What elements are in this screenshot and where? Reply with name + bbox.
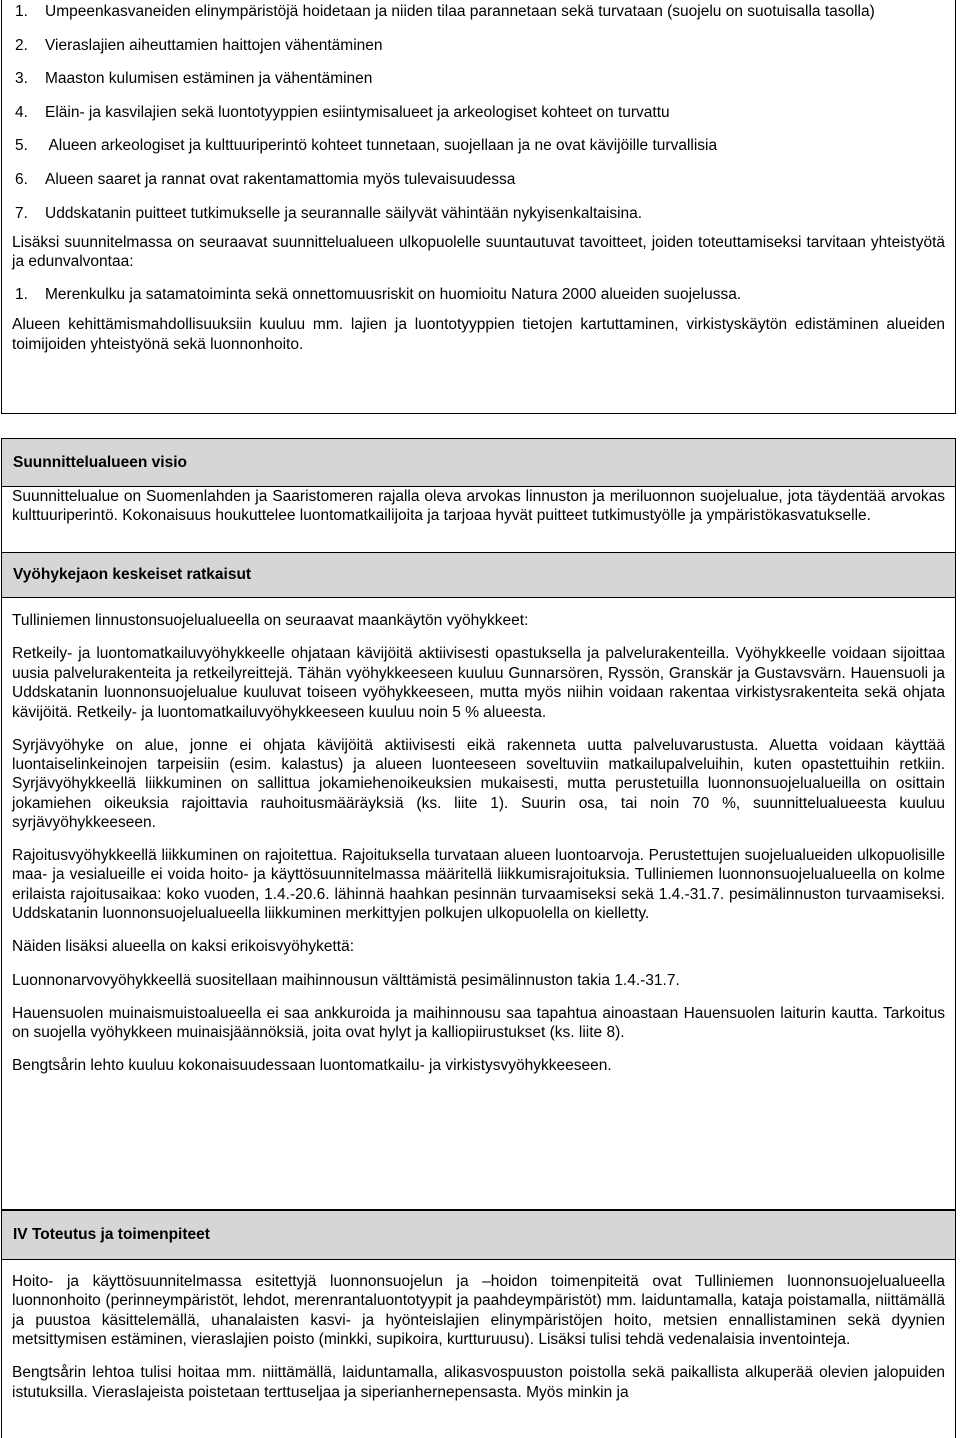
list-item: 1. Umpeenkasvaneiden elinympäristöjä hoidetaan ja niiden tilaa parannetaan sekä turvataan (suojelu on suotuisalla tasolla) — [15, 3, 875, 20]
paragraph: Luonnonarvovyöhykkeellä suositellaan maihinnousun välttämistä pesimälinnuston takia 1.4.-31.7. — [12, 971, 680, 989]
vyohykejako-box — [1, 597, 956, 1210]
paragraph: Retkeily- ja luontomatkailuvyöhykkeelle ohjataan kävijöitä aktiivisesti opastuksella ja palvelurakenteilla. Vyöhykkeelle voidaan sijoittaa uusia palvelurakenteita ja retkeilyreittejä. Tähän vyöhykkeeseen kuuluu Gunnarsören, Ryssön, Granskär ja Gustavsvärn. Hauensuoli ja Uddskatanin luonnonsuojelualue kuuluvat toiseen vyöhykkeeseen, mutta myös niihin voidaan rakentaa virkistysrakenteita sekä ohjata kävijöitä. Retkeily- ja luontomatkailuvyöhykkeeseen kuuluu noin 5 % alueesta. — [12, 645, 945, 721]
list-item: 3. Maaston kulumisen estäminen ja vähentäminen — [15, 70, 373, 88]
toteutus-box — [1, 1259, 956, 1438]
section-heading-toteutus: IV Toteutus ja toimenpiteet — [1, 1210, 956, 1260]
goals-box — [1, 0, 956, 414]
paragraph: Näiden lisäksi alueella on kaksi erikoisvyöhykettä: — [12, 938, 355, 956]
paragraph: Hauensuolen muinaismuistoalueella ei saa ankkuroida ja maihinnousu saa tapahtua ainoastaan Hauensuolen laiturin kautta. Tarkoitus on suojella vyöhykkeen muinaisjäännöksiä, joita ovat hylyt ja kalliopiirustukset (ks. liite 8). — [12, 1005, 945, 1042]
paragraph: Hoito- ja käyttösuunnitelmassa esitettyjä luonnonsuojelun ja –hoidon toimenpiteitä ovat Tulliniemen luonnonsuojelualueella luonnonhoito (perinneympäristöt, lehdot, merenrantaluontotyypit ja paahdeympäristöt) mm. laiduntamalla, kataja poistamalla, niittämällä ja puustoa käsittelemällä, uhanalaisten kasvi- ja hyönteislajien elinympäristöjen hoito, metsien ennallistaminen sekä dyynien metsittymisen estäminen, vieraslajien poisto (minkki, supikoira, kurtturuusu). Lisäksi tulisi tehdä vedenalaisia inventointeja. — [12, 1273, 945, 1349]
list-item: 2. Vieraslajien aiheuttamien haittojen vähentäminen — [15, 36, 383, 54]
extra-goals-list — [12, 285, 945, 304]
paragraph: Bengtsårin lehtoa tulisi hoitaa mm. niittämällä, laiduntamalla, alikasvospuuston poistolla sekä paikallista alkuperää olevien jalopuiden istutuksilla. Vieraslajeista poistetaan terttuseljaa ja siperianhernepensasta. Myös minkin ja — [12, 1364, 945, 1401]
paragraph: Tulliniemen linnustonsuojelualueella on seuraavat maankäytön vyöhykkeet: — [12, 612, 529, 629]
goals-list — [12, 2, 945, 223]
paragraph: Alueen kehittämismahdollisuuksiin kuuluu mm. lajien ja luontotyyppien tietojen kartuttaminen, virkistyskäytön edistäminen alueiden toimijoiden yhteistyönä sekä luonnonhoito. — [12, 316, 945, 353]
list-item: 7. Uddskatanin puitteet tutkimukselle ja seurannalle säilyvät vähintään nykyisenkaltaisina. — [15, 204, 643, 222]
section-heading-vyohykejako: Vyöhykejaon keskeiset ratkaisut — [1, 552, 956, 598]
paragraph: Syrjävyöhyke on alue, jonne ei ohjata kävijöitä aktiivisesti eikä rakenneta uutta palveluvarustusta. Aluetta voidaan käyttää luontaiselinkeinojen tarpeisiin (esim. kalastus) ja alueen luonteeseen soveltuviin matkailupalveluihin, kuten opastettuihin retkiin. Syrjävyöhykkeellä liikkuminen on sallittua jokamiehenoikeuksien mukaisesti, mutta perustetuilla luonnonsuojelualueilla on osittain jokamiehen oikeuksia rajoittavia rauhoitusmääräyksiä (ks. liite 1). Suurin osa, tai noin 70 %, suunnittelualueesta kuuluu syrjävyöhykkeeseen. — [12, 736, 945, 832]
paragraph: Suunnittelualue on Suomenlahden ja Saaristomeren rajalla oleva arvokas linnuston ja meriluonnon suojelualue, jota täydentää arvokas kulttuuriperintö. Kokonaisuus houkuttelee luontomatkailijoita ja tarjoaa hyvät puitteet tutkimustyölle ja ympäristökasvatukselle. — [12, 488, 945, 525]
list-item: 5. Alueen arkeologiset ja kulttuuriperintö kohteet tunnetaan, suojellaan ja ne ovat kävijöille turvallisia — [15, 137, 718, 155]
list-item: 1. Merenkulku ja satamatoiminta sekä onnettomuusriskit on huomioitu Natura 2000 alueiden suojelussa. — [15, 285, 742, 303]
visio-box — [1, 486, 956, 552]
section-heading-visio: Suunnittelualueen visio — [1, 438, 956, 487]
paragraph: Bengtsårin lehto kuuluu kokonaisuudessaan luontomatkailu- ja virkistysvyöhykkeeseen. — [12, 1057, 612, 1075]
paragraph: Lisäksi suunnitelmassa on seuraavat suunnittelualueen ulkopuolelle suuntautuvat tavoitteet, joiden toteuttamiseksi tarvitaan yhteistyötä ja edunvalvontaa: — [12, 233, 945, 271]
list-item: 6. Alueen saaret ja rannat ovat rakentamattomia myös tulevaisuudessa — [15, 170, 516, 188]
list-item: 4. Eläin- ja kasvilajien sekä luontotyyppien esiintymisalueet ja arkeologiset kohteet on turvattu — [15, 103, 670, 121]
paragraph: Rajoitusvyöhykkeellä liikkuminen on rajoitettua. Rajoituksella turvataan alueen luontoarvoja. Perustettujen suojelualueiden ulkopuolisille maa- ja vesialueille ei voida hoito- ja käyttösuunnitelmassa määritellä liikkumisrajoituksia. Tulliniemen luonnonsuojelualueella on kolme erilaista rajoitusaikaa: koko vuoden, 1.4.-20.6. lähinnä haahkan pesinnän turvaamiseksi sekä 1.4.-31.7. pesimälinnuston turvaamiseksi. Uddskatanin luonnonsuojelualueella liikkuminen merkittyjen polkujen ulkopuolella on kielletty. — [12, 847, 945, 923]
